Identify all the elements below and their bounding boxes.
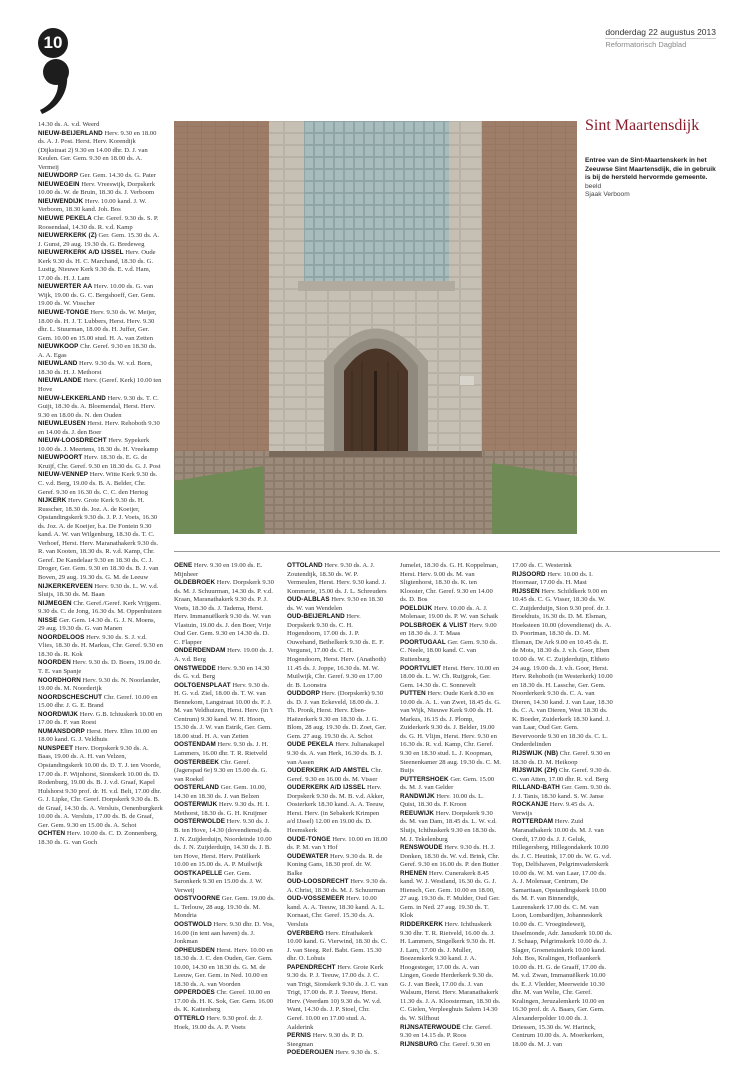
place-name: OOSTERLAND (174, 784, 220, 792)
listing-entry (512, 750, 613, 767)
listing-entry (38, 711, 163, 728)
service-details: Chr. Geref. 9.30 ds. C. van Atten, 17.00 dhr. R. v.d. Berg (512, 767, 611, 783)
place-name: RANDWIJK (400, 792, 435, 800)
photo-caption (585, 157, 720, 200)
listing-entry (174, 989, 275, 1015)
listing-entry (400, 793, 501, 810)
listing-entry (174, 647, 275, 664)
place-name: POEDEROIJEN (287, 1049, 334, 1057)
listing-entry (38, 830, 163, 847)
listing-entry (38, 283, 163, 309)
listing-entry (174, 759, 275, 785)
listing-entry (38, 215, 163, 232)
listing-entry (38, 377, 163, 394)
place-name: NIEUWE PEKELA (38, 215, 92, 223)
service-details: Herv. Dorpskerk 9.30 ds. A. Baas, 19.00 ds. A. H. van Velzen, Opstandingskerk 10.00 ds. D. T. J. ten Voorde, 17.00 ds. F. Wijnhorst, Sionskerk 10.00 ds. D. Rodenburg, 19.00 ds. B. J. v.d. Graaf, Kapel Hulshorst 9.30 prof. dr. H. v.d. Belt, 17.00 dhr. G. J. Lipke, Chr. Geref. Dorpskerk 9.30 ds. B. de Graaf, 14.30 ds. A. Versluis, Oenenburgkerk 10.00 ds. A. Versluis, 17.00 ds. B. de Graaf, Ger. Gem. 9.30 en 15.00 ds. A. Schot (38, 744, 163, 829)
place-name: NIEUWLANDE (38, 377, 82, 385)
listing-entry (512, 801, 613, 818)
listing-entry (512, 767, 613, 784)
listing-entry (174, 818, 275, 869)
service-details: 17.00 ds. C. Westerink (512, 562, 572, 569)
place-name: RIJNSBURG (400, 1040, 438, 1048)
listing-column-4 (400, 562, 501, 1062)
service-details: Herv. Grote Kerk 9.30 ds. H. Russcher, 18.30 ds. Joz. A. de Koeijer, Opstandingskerk 9.30 ds. J. P. J. Voets, 16.30 ds. Joz. A. de Koeijer, b.a. De Fontein 9.30 kand. A. W. van Wilgenburg, 18.30 ds. T. C. Verhoef, Herst. Herv. Maranathakerk 9.30 ds. R. van Kooten, 18.30 ds. R. v.d. Kamp, Chr. Geref. De Kandelaar 9.30 en 18.30 ds. C. J. Droger, Ger. Gem. 9.30 en 18.30 ds. B. J. van Boven, 29 aug. 19.30 ds. G. M. de Leeuw (38, 497, 159, 581)
listing-entry (287, 964, 388, 1032)
service-details: Ger. Gem. 14.30 ds. G. J. N. Moens, 29 aug. 19.30 ds. G. van Manen (38, 616, 156, 633)
listing-entry (400, 1041, 501, 1050)
listing-entry (174, 895, 275, 921)
place-name: NIJKERKERVEEN (38, 582, 93, 590)
place-name: OTTOLAND (287, 562, 323, 569)
place-name: PUTTEN (400, 690, 426, 698)
service-details: Herv. 9.30 en 18.00 ds. A. J. Post. Herst. Herv. Korendijk (Dijkstraat 2) 9.30 en 14.00 dhr. D. J. van Keulen. Ger. Gem. 9.30 en 18.00 ds. A. Vermeij (38, 129, 157, 171)
listing-entry (174, 921, 275, 947)
listing-column-3 (287, 562, 388, 1062)
place-name: NIEUWPOORT (38, 454, 83, 462)
listing-entry (38, 454, 163, 471)
place-name: NUNSPEET (38, 744, 74, 752)
service-details: Ger. Gem. 9.30 ds. J. J. Tanis, 18.30 kand. S. W. Janse (512, 784, 612, 800)
place-name: NIEUWERTER AA (38, 283, 93, 291)
caption-credit-label: beeld (585, 182, 602, 190)
place-name: OOSTWOLD (174, 920, 212, 928)
place-name: NIEUWLAND (38, 360, 78, 368)
place-name: OOLTGENSPLAAT (174, 681, 231, 689)
listing-entry (38, 130, 163, 173)
listing-entry (512, 784, 613, 801)
listing-entry (287, 613, 388, 690)
place-name: NIEUW-VENNEP (38, 471, 89, 479)
place-name: OOSTERBEEK (174, 758, 220, 766)
place-name: OUDDORP (287, 690, 320, 698)
listing-entry (512, 588, 613, 750)
listing-entry (38, 198, 163, 215)
place-name: RIJSOORD (512, 570, 546, 578)
listing-entry (174, 947, 275, 990)
listing-entry (174, 1015, 275, 1032)
place-name: RHENEN (400, 869, 428, 877)
service-details: Herv. G.B. Ichtuskerk 10.00 en 17.00 ds. F. van Roest (38, 710, 163, 727)
section-divider (174, 551, 720, 552)
service-details: Herv. 10.00 ds. G. van Wijk, 19.00 ds. G. C. Bergshoeff, Ger. Gem. 19.00 ds. W. Visscher (38, 283, 156, 308)
listing-entry (400, 1024, 501, 1041)
listing-entry (38, 659, 163, 676)
place-name: POELDIJK (400, 604, 433, 612)
place-name: NIEUWDORP (38, 172, 79, 180)
listing-entry (512, 818, 613, 1049)
service-details: Herv. Zuid Maranathakerk 10.00 ds. M. J. van Oordt, 17.00 ds. J. J. Geluk, Hillegersberg, Hillegondakerk 10.00 ds. J. C. Heutink, 17.00 ds. W. G. v.d. Top, Delfshaven, Pelgrimvaderskerk 10.00 ds. W. M. van Laar, 17.00 ds. A. J. Molenaar, Centrum, De Samaritaan, Opstandingskerk 10.00 ds. M. F. van Binnendijk, Laurenskerk 17.00 ds. C. M. van Loon, Lombardijen, Johanneskerk 10.00 ds. C. Vroegindeweij, IJsselmonde, Adr. Janszkerk 10.00 ds. J. Schaap, Pelgrimskerk 10.00 ds. J. Slager, Groenetuinkerk 10.00 kand. Joh. Bos, Kralingen, Hoflaankerk 10.00 ds. H. G. de Graaff, 17.00 ds. M. v.d. Zwan, Immanuëlkerk 10.00 ds. E. J. Vledder, Meerweide 10.30 dhr. M. van Welie, Chr. Geref. Kralingen, Jeruzalemkerk 10.00 en 16.30 prof. dr. A. Baars, Ger. Gem. Alexanderpolder 10.00 ds. J. Driessen, 15.30 ds. W. Harinck, Centrum 10.00 ds. A. Moerkerken, 18.00 ds. M. J. van (512, 818, 613, 1048)
service-details: Herv. 9.30 ds. N. Noorlander, 19.00 ds. M. Noorderijk (38, 676, 161, 693)
service-details: Herv. 9.30 prof. dr. J. Hoek, 19.00 ds. A. P. Voets (174, 1014, 263, 1031)
service-details: Herv. 9.30 ds. S. J. v.d. Vlies, 18.30 ds. H. Markus, Chr. Geref. 9.30 en 18.30 ds. R. Kok (38, 633, 163, 658)
place-name: NOORDEN (38, 659, 71, 667)
place-name: NOORDWIJK (38, 710, 79, 718)
place-name: ONDERDENDAM (174, 647, 226, 655)
place-name: NIEUWE-TONGE (38, 309, 89, 317)
service-details: Herv. 9.30 ds. L. W. v.d. Sluijs, 18.30 ds. M. Baan (38, 582, 159, 599)
listing-entry (38, 471, 163, 497)
place-name: OOSTENDAM (174, 741, 216, 749)
listing-entry (400, 870, 501, 921)
place-name: RIDDERKERK (400, 920, 443, 928)
service-details: Herv. 9.30 ds. W. v.d. Born, 18.30 ds. H. J. Methorst (38, 360, 153, 376)
place-name: OUDERKERK A/D AMSTEL (287, 767, 370, 775)
service-details: Chr. Geref./Geref. Kerk Vrijgem. 9.30 ds. C. de Jong, 16.30 ds. M. Oppenhuizen (38, 599, 162, 616)
service-details: Ger. Gem. 15.00 ds. M. J. van Gelder (400, 775, 495, 792)
place-name: RIJSWIJK (NB) (512, 750, 559, 758)
place-name: OOSTERWOLDE (174, 818, 226, 826)
place-name: RIJSWIJK (ZH) (512, 767, 558, 775)
service-details: Herv. Oude Kerk 8.30 en 10.00 ds. A. L. van Zwet, 18.45 ds. G. van Wijk, Nieuwe Kerk 9.00 ds. H. Markus, 16.15 ds. J. Plomp, Zuiderkerk 9.30 ds. J. Belder, 19.00 ds. G. H. Vlijm, Herst. Herv. 9.30 en 16.30 ds. R. v.d. Kamp, Chr. Geref. 9.30 en 18.30 stud. L. J. Koopman, Steenenkamer 28 aug. 19.30 ds. C. M. Buijs (400, 690, 501, 775)
service-details: Herv. Dorpskerk 9.30 ds. M. J. Schuurman, 14.30 ds. P. v.d. Kraan, Maranathakerk 9.30 ds. P. J. Voets, 18.30 ds. J. Tadema, Herst. Herv. Immanuëlkerk 9.30 ds. W. van Vlastuin, 19.00 ds. J. den Boer, Vrije Oud Ger. Gem. 9.30 en 14.30 ds. D. C. Flapper (174, 579, 274, 646)
service-details: Chr. Geref. 9.30 en (439, 1040, 491, 1048)
listing-entry (174, 741, 275, 758)
service-details: Chr. Geref. 9.30 ds. S. P. Roosendaal, 14.30 ds. R. v.d. Kamp (38, 215, 159, 231)
service-details: Herst. Herv. 10.00 en 18.30 ds. J. C. den Ouden, Ger. Gem. 10.00, 14.30 en 18.30 ds. G. M. de Leeuw, Ger. Gem. in Ned. 10.00 en 18.30 ds. A. van Voorden (174, 946, 273, 988)
service-details: Herv. 9.30 ds. H. G. v.d. Ziel, 18.00 ds. T. W. van Bennekom, Langstraat 10.00 ds. F. J. M. van Veldhuizen, Herst. Herv. (in 't Centrum) 9.30 kand. W. H. Hoorn, 15.30 ds. J. W. van Estrik, Ger. Gem. 18.00 stud. H. A. van Zetten (174, 681, 273, 740)
place-name: NIJMEGEN (38, 599, 72, 607)
place-name: OUDEWATER (287, 852, 329, 860)
place-name: OLDEBROEK (174, 579, 216, 587)
service-details: Herv. 9.30 en 18.30 ds. W. van Wendelen (287, 596, 384, 612)
place-name: RENSWOUDE (400, 844, 443, 852)
place-name: PAPENDRECHT (287, 963, 336, 971)
place-name: POLSBROEK & VLIST (400, 621, 468, 629)
service-details: Herv. 9.30 ds. A. J. Zoutendijk, 18.30 ds. W. P. Vermeulen, Herst. Herv. 9.30 kand. J. Kommerie, 15.00 ds. J. L. Schreuders (287, 562, 387, 595)
service-details: Herv. Dorpskerk 9.30 ds. C. H. Hogendoorn, 17.00 ds. J. P. Ouwehand, Bethelkerk 9.30 ds. E. F. Vergunst, 17.00 ds. C. H. Hogendoorn, Herst. Herv. (Anathoth) 11.45 ds. J. Joppe, 16.30 ds. M. W. Muilwijk, Chr. Geref. 9.30 en 17.00 dr. B. Loonstra (287, 613, 386, 689)
listing-entry (38, 437, 163, 454)
service-details: Chr. Geref. 10.00 en 15.00 dhr. J. G. E. Brand (38, 693, 158, 710)
listing-entry (38, 728, 163, 745)
listing-entry (400, 665, 501, 691)
listing-entry (174, 870, 275, 896)
place-name: NIJKERK (38, 497, 67, 505)
service-details: Herv. 9.30 ds. D. Boers, 19.00 dr. T. E. van Spanje (38, 659, 161, 675)
service-details: Herv. 9.30 en 19.00 ds. E. Mijnheer (174, 562, 263, 578)
service-details: Herv. 9.30 ds. H. J. Donken, 18.30 ds. W. v.d. Brink, Chr. Geref. 9.30 en 16.00 ds. P. den Butter (400, 844, 500, 869)
place-name: OTTERLO (174, 1014, 205, 1022)
place-name: REEUWIJK (400, 809, 435, 817)
service-details: Ger. Gem. 14.30 ds. G. Pater (79, 172, 156, 180)
listing-entry (38, 600, 163, 617)
place-name: NISSE (38, 616, 58, 624)
place-name: ONSTWEDDE (174, 664, 216, 672)
listing-entry (287, 562, 388, 596)
service-details: Herv. 9.30 ds. A. Christ, 18.30 ds. M. J. Schuurman (287, 878, 387, 894)
listing-entry (38, 634, 163, 660)
listing-entry (287, 767, 388, 784)
place-name: OCHTEN (38, 830, 66, 838)
place-name: NIEUWENDIJK (38, 197, 84, 205)
service-details: Herv. 9.30 ds. J. H. Lammers, 16.00 dhr. T. R. Rietveld (174, 741, 269, 758)
service-details: Herv. Schildkerk 9.00 en 10.45 ds. C. G. Visser, 18.30 ds. W. C. Zuijderduijn, Sion 9.30 prof. dr. J. Broekhuis, 16.30 ds. D. M. Elsman, Hoeksteen 10.00 (dovendienst) ds. A. D. Poortman, 18.30 ds. D. M. Elsman, De Ark 9.00 en 10.45 ds. E. de Mots, 18.30 ds. J. v.h. Goor, Eben 10.00 ds. W. C. Zuijderduijn, Eltheto 24 aug. 19.00 ds. J. v.h. Goor, Herst. Herv. Rehoboth (in Westerkerk) 10.00 en 18.30 ds. H. Lassche, Ger. Gem. Noorderkerk 9.30 ds. C. A. van Dieren, 14.30 kand. J. van Laar, 18.30 ds. C. A. van Dieren, West 18.30 ds. K. Boeder, Zuiderkerk 18.30 kand. J. van Laar, Oud Ger. Gem. Bevervoorde 9.30 en 18.30 ds. C. L. Onderdelinden (512, 587, 613, 749)
service-details: Herv. 9.30 en 14.30 ds. G. v.d. Berg (174, 664, 270, 681)
listing-entry (38, 420, 163, 437)
service-details: Herst. Herv. Elim 10.00 en 18.00 kand. G. J. Veldhuis (38, 727, 158, 744)
listing-entry (174, 801, 275, 818)
listing-entry (38, 232, 163, 249)
church-entrance-photo (174, 121, 577, 534)
listing-entry (287, 930, 388, 964)
place-name: OPHEUSDEN (174, 946, 215, 954)
service-details: Ger. Gem. 19.00 ds. L. Terlouw, 28 aug. 19.30 ds. M. Mondria (174, 895, 275, 920)
place-name: NOORDSCHESCHUT (38, 693, 103, 701)
listing-entry (287, 895, 388, 929)
service-details: Chr. Geref. 9.30 en 16.00 ds. M. Visser (287, 767, 383, 783)
listing-entry (174, 784, 275, 801)
place-name: NOORDHORN (38, 676, 81, 684)
service-details: Herv. 9.30 ds. P. D. Steegman (287, 1032, 364, 1048)
listing-entry (400, 639, 501, 665)
listing-entry (287, 1049, 388, 1058)
service-details: Herv. 10.00 ds. I. Hoornaar, 17.00 ds. H. Mast (512, 570, 593, 587)
service-details: Herv. Efrathakerk 10.00 kand. G. Vierwind, 18.30 ds. C. J. van Steeg. Ref. Babt. Gem. 15.30 dhr. O. Lohuis (287, 929, 388, 963)
service-details: Herv. 18.30 ds. E. G. de Kruijf, Chr. Geref. 9.30 en 18.30 ds. G. J. Post (38, 454, 161, 470)
service-details: Herv. 19.00 ds. J. A. v.d. Berg (174, 647, 274, 664)
service-details: Ger. Gem. 9.30 ds. C. Neele, 18.00 kand. C. van Ruitenburg (400, 638, 498, 664)
service-details: Chr. Geref. 9.30 en 14.15 ds. P. Roos (400, 1023, 492, 1040)
service-details: Herv. 9.30 ds. W. Meijer, 18.00 ds. H. J. T. Lubbers, Herst. Herv. 9.30 dhr. L. Stuurman, 18.00 ds. H. Juffer, Ger. Gem. 10.00 en 15.00 stud. H. A. van Zetten (38, 309, 157, 342)
listing-column-2 (174, 562, 275, 1062)
page-number-badge: 10 (38, 28, 68, 58)
listing-entry (38, 343, 163, 360)
listing-entry (287, 690, 388, 741)
listing-entry (287, 836, 388, 853)
service-details: Chr. Geref. 9.30 en 18.30 ds. A. A. Egas (38, 343, 157, 359)
caption-title: Sint Maartensdijk (585, 117, 700, 134)
listing-entry (174, 682, 275, 742)
listing-entry (38, 617, 163, 634)
service-details: Ger. Gem. Saronkerk 9.30 en 15.00 ds. J. W. Verweij (174, 869, 263, 894)
listing-entry (38, 181, 163, 198)
place-name: OPPERDOES (174, 989, 215, 997)
place-name: NIEUWERKERK (Z) (38, 232, 97, 240)
service-details: Herv. 10.00 ds. A. J. Molenaar, 19.00 ds. P. W. van Schaik (400, 604, 499, 621)
service-details: Herv. 10.00 ds. C. D. Zonnenberg, 18.30 ds. G. van Goch (38, 830, 158, 846)
service-details: 14.30 ds. A. v.d. Weerd (38, 121, 100, 128)
service-details: Ger. Gem. 15.30 ds. A. J. Gunst, 29 aug. 19.30 ds. G. Bredeweg (38, 232, 160, 248)
listing-entry (38, 360, 163, 377)
place-name: NIEUW-BEIJERLAND (38, 129, 103, 137)
listing-entry (38, 121, 163, 130)
listing-entry (400, 776, 501, 793)
place-name: NIEUWLEUSEN (38, 420, 86, 428)
service-details: Herv. 10.00 en 18.00 ds. P. M. van 't Hof (287, 835, 388, 852)
listing-entry (400, 921, 501, 1024)
place-name: OOSTVOORNE (174, 895, 221, 903)
service-details: Ger. Gem. 10.00, 14.30 en 18.30 ds. J. van Belzen (174, 784, 267, 800)
place-name: NIEUWERKERK A/D IJSSEL (38, 249, 124, 257)
service-details: Herv. 9.30 ds. H. I. Methorst, 18.30 ds. G. H. Kruijmer (174, 801, 270, 817)
listing-entry (38, 172, 163, 181)
service-details: Herv. Dorpskerk 9.30 ds. M. B. v.d. Akker, Oosterkerk 18.30 kand. A. A. Teeuw, Herst. Herv. (in Sebakerk Krimpen a/d IJssel) 12.00 en 19.00 ds. D. Heemskerk (287, 784, 385, 834)
listing-entry (174, 665, 275, 682)
place-name: OUD-VOSSEMEER (287, 895, 345, 903)
listing-entry (400, 622, 501, 639)
listing-entry (287, 878, 388, 895)
service-details: Herst. Herv. Rehoboth 9.30 en 14.00 ds. J. den Boer (38, 420, 160, 436)
place-name: OUD-BEIJERLAND (287, 613, 345, 621)
place-name: OENE (174, 562, 193, 569)
place-name: OUD-LOOSDRECHT (287, 878, 349, 886)
place-name: PUTTERSHOEK (400, 775, 449, 783)
listing-entry (287, 741, 388, 767)
listing-entry (38, 694, 163, 711)
place-name: NUMANSDORP (38, 727, 85, 735)
listing-entry (400, 810, 501, 844)
service-details: Herv. Ichthuskerk 9.30 dhr. T. R. Rietveld, 16.00 ds. J. H. Lammers, Singelkerk 9.30 ds. H. J. Lam, 17.00 ds. J. Muller, Boezemkerk 9.30 kand. J. A. Hoogesteger, 17.00 ds. A. van Lingen, Goede Herderkerk 9.30 ds. G. J. van Beek, 17.00 ds. J. van Walsum, Herst. Herv. Maranathakerk 11.30 ds. J. A. Kloosterman, 18.30 ds. C. Gielen, Verpleeghuis Salem 14.30 ds. W. Silfhout (400, 920, 501, 1022)
listing-entry (174, 562, 275, 579)
place-name: OOSTKAPELLE (174, 869, 223, 877)
listing-entry (287, 784, 388, 835)
listing-entry (400, 562, 501, 605)
listing-entry (287, 596, 388, 613)
caption-text: Entree van de Sint-Maartenskerk in het Zeeuwse Sint Maartensdijk, die in gebruik is bij de hersteld hervormde gemeente. (585, 157, 716, 182)
place-name: OUD-ALBLAS (287, 596, 330, 604)
listing-entry (38, 249, 163, 283)
issue-date: donderdag 22 augustus 2013 (605, 27, 716, 37)
comma-logo-icon (36, 56, 76, 116)
service-details: Herv. 10.00 ds. L. Quist, 18.30 ds. F. Kroon (400, 792, 484, 809)
service-details: Herv. 9.30 ds. J. B. ten Hove, 14.30 (dovendienst) ds. J. N. Zuijderduijn, Noordeinde 10.00 ds. J. N. Zuijderduijn, 14.30 ds. J. B. ten Hove, Herst. Herv. Pniëlkerk 10.00 en 15.00 ds. A. P. Muilwijk (174, 818, 272, 869)
listing-entry (38, 395, 163, 421)
listing-entry (287, 853, 388, 879)
place-name: POORTUGAAL (400, 638, 446, 646)
place-name: NIEUW-LOOSDRECHT (38, 437, 107, 445)
listing-entry (38, 677, 163, 694)
service-details: Chr. Geref. (Jagerspad 6e) 9.30 en 15.00 ds. G. van Roekel (174, 758, 268, 783)
service-details: Herv. 9.30 ds. R. de Koning Gans, 18.30 prof. dr. W. Balke (287, 852, 383, 877)
listing-column-1 (38, 121, 163, 1063)
place-name: NIEUW-LEKKERLAND (38, 394, 106, 402)
listing-column-5 (512, 562, 613, 1062)
place-name: NIEUWEGEIN (38, 180, 80, 188)
service-details: Herv. 9.30 dhr. D. Vos, 16.00 (in tent aan haven) ds. J. Jonkman (174, 920, 274, 946)
listing-entry (38, 745, 163, 830)
place-name: ROCKANJE (512, 801, 549, 809)
place-name: PERNIS (287, 1032, 312, 1040)
newspaper-name: Reformatorisch Dagblad (605, 38, 716, 49)
page-header (605, 27, 716, 49)
place-name: OUDERKERK A/D IJSSEL (287, 784, 366, 792)
service-details: Herv. Dorpskerk 9.30 ds. M. van Dam, 18.45 ds. L. W. v.d. Sluijs, Ichthuskerk 9.30 en 18.30 ds. M. J. Tekelenburg (400, 809, 497, 843)
listing-entry (174, 579, 275, 647)
place-name: RILLAND-BATH (512, 784, 560, 792)
service-details: Herv. Sypekerk 10.00 ds. J. Meertens, 18.30 ds. H. Vreekamp (38, 437, 158, 453)
place-name: OOSTERWIJK (174, 801, 218, 809)
service-details: Herv. 10.00 kand. A. A. Teeuw, 18.30 kand. A. L. Kornaat, Chr. Geref. 15.30 ds. A. Versluis (287, 895, 385, 928)
service-details: Herv. (Geref. Kerk) 10.00 ten Hove (38, 377, 162, 393)
place-name: NIEUWKOOP (38, 343, 79, 351)
place-name: OUDE PEKELA (287, 741, 334, 749)
service-details: Herv. Cunerakerk 8.45 kand. W. J. Westland, 16.30 ds. G. J. Hiensch, Ger. Gem. 10.00 en 18.00, 27 aug. 19.30 ds. F. Mulder, Oud Ger. Gem. in Ned. 27 aug. 19.30 ds. T. Klok (400, 869, 500, 920)
place-name: POORTVLIET (400, 664, 442, 672)
listing-entry (512, 571, 613, 588)
service-details: Herv. 9.30 ds. T. C. Guijt, 18.30 ds. A. Bloemendal, Herst. Herv. 9.30 en 18.00 ds. N. den Ouden (38, 394, 159, 419)
service-details: Herv. Julianakapel 9.30 ds. A. van Herk, 16.30 ds. B. J. van Assen (287, 741, 385, 766)
place-name: ROTTERDAM (512, 818, 554, 826)
place-name: RIJSSEN (512, 587, 540, 595)
listing-entry (287, 1032, 388, 1049)
service-details: Herst. Herv. 10.00 en 18.00 ds. L. W. Ch. Ruijgrok, Ger. Gem. 14.30 ds. C. Sonnevelt (400, 664, 500, 689)
service-details: Herv. 9.00 en 18.30 ds. J. T. Maas (400, 621, 497, 638)
service-details: Herv. 9.30 ds. S. (335, 1049, 379, 1057)
service-details: Herv. Witte Kerk 9.30 ds. C. v.d. Berg, 19.00 ds. B. A. Belder, Chr. Geref. 9.30 en 16.30 ds. C. C. den Hertog (38, 471, 158, 496)
service-details: Herv. 10.00 kand. J. W. Verboom, 18.30 kand. Joh. Bos (38, 197, 147, 214)
listing-entry (38, 497, 163, 582)
place-name: OVERBERG (287, 929, 324, 937)
service-details: Herv. 9.45 ds. A. Verwijs (512, 801, 595, 817)
listing-entry (400, 844, 501, 870)
listing-entry (400, 690, 501, 775)
service-details: Herv. (Dorpskerk) 9.30 ds. D. J. van Eckeveld, 18.00 ds. J. Th. Pronk, Herst. Herv. Eben-Haëzerkerk 9.30 en 18.30 ds. J. G. Blom, 28 aug. 19.30 ds. D. Zoet, Ger. Gem. 27 aug. 19.30 ds. A. Schot (287, 690, 387, 740)
listing-entry (512, 562, 613, 571)
service-details: Herv. Oude Kerk 9.30 ds. H. C. Marchand, 18.30 ds. G. Lustig, Nieuwe Kerk 9.30 ds. E. v.d. Ham, 17.00 ds. H. J. Lam (38, 249, 156, 282)
service-details: Jumelet, 18.30 ds. G. H. Koppelman, Herst. Herv. 9.00 ds. M. van Sligtenhorst, 18.30 ds. K. ten Klooster, Chr. Geref. 9.30 en 14.00 ds. D. Bos (400, 562, 498, 604)
listing-entry (38, 309, 163, 343)
place-name: NOORDELOOS (38, 633, 85, 641)
service-details: Herv. Grote Kerk 9.30 ds. P. J. Teeuw, 17.00 ds. J. C. van Trigt, Sionskerk 9.30 ds. J. C. van Trigt, 17.00 ds. P. J. Teeuw, Herst. Herv. (Veerdam 10) 9.30 ds. W. v.d. Want, 14.30 ds. J. P. Stoel, Chr. Geref. 10.00 en 17.00 stud. A. Aalderink (287, 963, 388, 1031)
service-details: Chr. Geref. 10.00 en 17.00 ds. H. K. Sok, Ger. Gem. 16.00 ds. K. Kattenberg (174, 989, 274, 1014)
listing-entry (400, 605, 501, 622)
place-name: OUDE-TONGE (287, 835, 331, 843)
service-details: Herv. Vreeswijk, Dorpskerk 10.00 ds. W. de Bruin, 18.30 ds. J. Verboom (38, 180, 156, 197)
caption-credit: Sjaak Verboom (585, 191, 630, 199)
place-name: RIJNSATERWOUDE (400, 1023, 461, 1031)
service-details: Chr. Geref. 9.30 en 18.30 ds. D. M. Heikoop (512, 750, 611, 766)
listing-entry (38, 583, 163, 600)
